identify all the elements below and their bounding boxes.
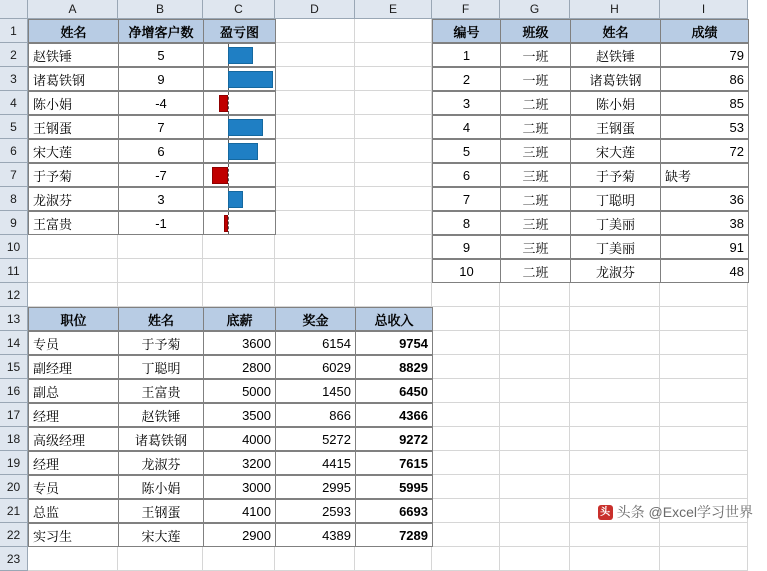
row-header-19[interactable]: 19 (0, 451, 28, 475)
row-header-4[interactable]: 4 (0, 91, 28, 115)
grid-cell[interactable] (500, 283, 570, 307)
grid-cell[interactable] (275, 139, 355, 163)
scores-name-9[interactable]: 龙淑芬 (570, 259, 661, 283)
scores-score-8[interactable]: 91 (660, 235, 749, 259)
grid-cell[interactable] (570, 379, 660, 403)
salary-name-8[interactable]: 宋大莲 (118, 523, 204, 547)
scores-class-5[interactable]: 三班 (500, 163, 571, 187)
salary-total-5[interactable]: 7615 (355, 451, 433, 475)
scores-class-4[interactable]: 三班 (500, 139, 571, 163)
scores-name-1[interactable]: 诸葛铁钢 (570, 67, 661, 91)
salary-bonus-3[interactable]: 866 (275, 403, 356, 427)
salary-position-8[interactable]: 实习生 (28, 523, 119, 547)
row-header-20[interactable]: 20 (0, 475, 28, 499)
grid-cell[interactable] (570, 475, 660, 499)
row-header-22[interactable]: 22 (0, 523, 28, 547)
grid-cell[interactable] (660, 547, 748, 571)
salary-base-3[interactable]: 3500 (203, 403, 276, 427)
grid-cell[interactable] (355, 19, 432, 43)
salary-base-0[interactable]: 3600 (203, 331, 276, 355)
grid-cell[interactable] (355, 283, 432, 307)
bar-axis-line (228, 164, 229, 186)
scores-id-3[interactable]: 4 (432, 115, 501, 139)
column-header-D[interactable]: D (275, 0, 355, 19)
grid-cell[interactable] (275, 163, 355, 187)
scores-score-5[interactable]: 缺考 (660, 163, 749, 187)
scores-name-2[interactable]: 陈小娟 (570, 91, 661, 115)
salary-position-4[interactable]: 高级经理 (28, 427, 119, 451)
scores-name-4[interactable]: 宋大莲 (570, 139, 661, 163)
scores-score-9[interactable]: 48 (660, 259, 749, 283)
salary-total-8[interactable]: 7289 (355, 523, 433, 547)
scores-header-2[interactable]: 姓名 (570, 19, 661, 43)
grid-cell[interactable] (355, 259, 432, 283)
row-header-14[interactable]: 14 (0, 331, 28, 355)
customers-name-5[interactable]: 于予菊 (28, 163, 119, 187)
customers-value-5[interactable]: -7 (118, 163, 204, 187)
salary-position-2[interactable]: 副总 (28, 379, 119, 403)
grid-cell[interactable] (570, 451, 660, 475)
grid-cell[interactable] (355, 163, 432, 187)
bar-axis-line (228, 212, 229, 234)
row-header-1[interactable]: 1 (0, 19, 28, 43)
grid-cell[interactable] (432, 451, 500, 475)
grid-cell[interactable] (275, 43, 355, 67)
row-header-21[interactable]: 21 (0, 499, 28, 523)
grid-cell[interactable] (28, 259, 118, 283)
grid-cell[interactable] (660, 307, 748, 331)
grid-cell[interactable] (432, 547, 500, 571)
grid-cell[interactable] (28, 283, 118, 307)
grid-cell[interactable] (203, 283, 275, 307)
grid-cell[interactable] (355, 67, 432, 91)
grid-cell[interactable] (275, 91, 355, 115)
watermark-logo-icon: 头 (598, 505, 613, 520)
data-bar-positive (228, 119, 263, 136)
salary-name-6[interactable]: 陈小娟 (118, 475, 204, 499)
row-header-10[interactable]: 10 (0, 235, 28, 259)
salary-header-4[interactable]: 总收入 (355, 307, 433, 331)
salary-base-2[interactable]: 5000 (203, 379, 276, 403)
scores-class-2[interactable]: 二班 (500, 91, 571, 115)
grid-cell[interactable] (570, 355, 660, 379)
grid-cell[interactable] (500, 499, 570, 523)
salary-name-4[interactable]: 诸葛铁钢 (118, 427, 204, 451)
customers-name-1[interactable]: 诸葛铁钢 (28, 67, 119, 91)
grid-cell[interactable] (275, 67, 355, 91)
grid-cell[interactable] (660, 355, 748, 379)
grid-cell[interactable] (500, 475, 570, 499)
grid-cell[interactable] (203, 235, 275, 259)
grid-cell[interactable] (118, 259, 203, 283)
watermark-text: 头条 @Excel学习世界 (616, 504, 753, 520)
row-header-8[interactable]: 8 (0, 187, 28, 211)
salary-name-2[interactable]: 王富贵 (118, 379, 204, 403)
salary-total-1[interactable]: 8829 (355, 355, 433, 379)
customers-value-3[interactable]: 7 (118, 115, 204, 139)
grid-cell[interactable] (355, 139, 432, 163)
salary-bonus-1[interactable]: 6029 (275, 355, 356, 379)
grid-cell[interactable] (275, 283, 355, 307)
scores-class-6[interactable]: 二班 (500, 187, 571, 211)
scores-name-6[interactable]: 丁聪明 (570, 187, 661, 211)
column-header-F[interactable]: F (432, 0, 500, 19)
salary-total-0[interactable]: 9754 (355, 331, 433, 355)
grid-cell[interactable] (275, 115, 355, 139)
grid-cell[interactable] (432, 403, 500, 427)
salary-total-7[interactable]: 6693 (355, 499, 433, 523)
customers-name-4[interactable]: 宋大莲 (28, 139, 119, 163)
customers-name-2[interactable]: 陈小娟 (28, 91, 119, 115)
grid-cell[interactable] (355, 211, 432, 235)
customers-value-1[interactable]: 9 (118, 67, 204, 91)
row-header-12[interactable]: 12 (0, 283, 28, 307)
grid-cell[interactable] (28, 235, 118, 259)
customers-name-3[interactable]: 王钢蛋 (28, 115, 119, 139)
salary-name-1[interactable]: 丁聪明 (118, 355, 204, 379)
grid-cell[interactable] (660, 379, 748, 403)
scores-class-8[interactable]: 三班 (500, 235, 571, 259)
salary-total-2[interactable]: 6450 (355, 379, 433, 403)
customers-bar-cell-5[interactable] (203, 163, 276, 187)
grid-cell[interactable] (500, 427, 570, 451)
customers-value-7[interactable]: -1 (118, 211, 204, 235)
scores-name-3[interactable]: 王钢蛋 (570, 115, 661, 139)
salary-total-4[interactable]: 9272 (355, 427, 433, 451)
row-header-2[interactable]: 2 (0, 43, 28, 67)
row-header-3[interactable]: 3 (0, 67, 28, 91)
grid-cell[interactable] (660, 451, 748, 475)
grid-cell[interactable] (355, 43, 432, 67)
salary-base-8[interactable]: 2900 (203, 523, 276, 547)
column-header-I[interactable]: I (660, 0, 748, 19)
scores-header-3[interactable]: 成绩 (660, 19, 749, 43)
grid-cell[interactable] (118, 547, 203, 571)
scores-id-9[interactable]: 10 (432, 259, 501, 283)
salary-bonus-4[interactable]: 5272 (275, 427, 356, 451)
data-bar-positive (228, 191, 243, 208)
grid-cell[interactable] (500, 379, 570, 403)
salary-position-6[interactable]: 专员 (28, 475, 119, 499)
salary-position-1[interactable]: 副经理 (28, 355, 119, 379)
grid-cell[interactable] (660, 331, 748, 355)
customers-name-6[interactable]: 龙淑芬 (28, 187, 119, 211)
customers-bar-cell-6[interactable] (203, 187, 276, 211)
salary-name-3[interactable]: 赵铁锤 (118, 403, 204, 427)
salary-position-3[interactable]: 经理 (28, 403, 119, 427)
row-header-11[interactable]: 11 (0, 259, 28, 283)
scores-score-4[interactable]: 72 (660, 139, 749, 163)
scores-score-6[interactable]: 36 (660, 187, 749, 211)
data-bar-positive (228, 47, 253, 64)
salary-bonus-5[interactable]: 4415 (275, 451, 356, 475)
grid-cell[interactable] (570, 523, 660, 547)
scores-class-0[interactable]: 一班 (500, 43, 571, 67)
scores-score-1[interactable]: 86 (660, 67, 749, 91)
row-header-15[interactable]: 15 (0, 355, 28, 379)
grid-cell[interactable] (570, 331, 660, 355)
scores-class-7[interactable]: 三班 (500, 211, 571, 235)
watermark (598, 502, 753, 522)
row-header-17[interactable]: 17 (0, 403, 28, 427)
salary-position-7[interactable]: 总监 (28, 499, 119, 523)
grid-cell[interactable] (570, 547, 660, 571)
customers-name-7[interactable]: 王富贵 (28, 211, 119, 235)
scores-score-3[interactable]: 53 (660, 115, 749, 139)
salary-total-3[interactable]: 4366 (355, 403, 433, 427)
customers-header-1[interactable]: 净增客户数 (118, 19, 204, 43)
row-header-7[interactable]: 7 (0, 163, 28, 187)
grid-cell[interactable] (660, 283, 748, 307)
salary-position-5[interactable]: 经理 (28, 451, 119, 475)
customers-bar-cell-1[interactable] (203, 67, 276, 91)
salary-base-4[interactable]: 4000 (203, 427, 276, 451)
grid-cell[interactable] (355, 91, 432, 115)
salary-position-0[interactable]: 专员 (28, 331, 119, 355)
grid-cell[interactable] (28, 547, 118, 571)
scores-score-0[interactable]: 79 (660, 43, 749, 67)
select-all-corner[interactable] (0, 0, 28, 19)
scores-name-8[interactable]: 丁美丽 (570, 235, 661, 259)
grid-cell[interactable] (432, 499, 500, 523)
bar-axis-line (228, 92, 229, 114)
customers-bar-cell-7[interactable] (203, 211, 276, 235)
grid-cell[interactable] (660, 475, 748, 499)
salary-name-7[interactable]: 王钢蛋 (118, 499, 204, 523)
customers-header-2[interactable]: 盈亏图 (203, 19, 276, 43)
scores-id-7[interactable]: 8 (432, 211, 501, 235)
salary-bonus-6[interactable]: 2995 (275, 475, 356, 499)
customers-value-2[interactable]: -4 (118, 91, 204, 115)
grid-cell[interactable] (500, 331, 570, 355)
grid-cell[interactable] (355, 235, 432, 259)
data-bar-positive (228, 71, 273, 88)
grid-cell[interactable] (570, 307, 660, 331)
grid-cell[interactable] (500, 451, 570, 475)
grid-cell[interactable] (500, 547, 570, 571)
salary-bonus-7[interactable]: 2593 (275, 499, 356, 523)
scores-id-1[interactable]: 2 (432, 67, 501, 91)
customers-header-0[interactable]: 姓名 (28, 19, 119, 43)
scores-id-4[interactable]: 5 (432, 139, 501, 163)
salary-bonus-8[interactable]: 4389 (275, 523, 356, 547)
grid-cell[interactable] (275, 259, 355, 283)
grid-cell[interactable] (500, 307, 570, 331)
customers-bar-cell-0[interactable] (203, 43, 276, 67)
scores-id-6[interactable]: 7 (432, 187, 501, 211)
grid-cell[interactable] (570, 427, 660, 451)
grid-cell[interactable] (355, 187, 432, 211)
salary-header-1[interactable]: 姓名 (118, 307, 204, 331)
column-header-A[interactable]: A (28, 0, 118, 19)
grid-cell[interactable] (660, 427, 748, 451)
scores-id-5[interactable]: 6 (432, 163, 501, 187)
grid-cell[interactable] (432, 331, 500, 355)
grid-cell[interactable] (432, 283, 500, 307)
scores-class-1[interactable]: 一班 (500, 67, 571, 91)
row-header-6[interactable]: 6 (0, 139, 28, 163)
customers-bar-cell-2[interactable] (203, 91, 276, 115)
row-header-5[interactable]: 5 (0, 115, 28, 139)
scores-header-1[interactable]: 班级 (500, 19, 571, 43)
grid-cell[interactable] (118, 283, 203, 307)
grid-cell[interactable] (118, 235, 203, 259)
customers-value-4[interactable]: 6 (118, 139, 204, 163)
salary-total-6[interactable]: 5995 (355, 475, 433, 499)
row-header-9[interactable]: 9 (0, 211, 28, 235)
scores-class-9[interactable]: 二班 (500, 259, 571, 283)
grid-cell[interactable] (660, 523, 748, 547)
grid-cell[interactable] (355, 547, 432, 571)
scores-name-7[interactable]: 丁美丽 (570, 211, 661, 235)
scores-header-0[interactable]: 编号 (432, 19, 501, 43)
salary-bonus-2[interactable]: 1450 (275, 379, 356, 403)
salary-name-5[interactable]: 龙淑芬 (118, 451, 204, 475)
salary-header-2[interactable]: 底薪 (203, 307, 276, 331)
grid-cell[interactable] (275, 211, 355, 235)
data-bar-positive (228, 143, 258, 160)
grid-cell[interactable] (500, 403, 570, 427)
grid-cell[interactable] (275, 547, 355, 571)
customers-value-6[interactable]: 3 (118, 187, 204, 211)
salary-base-6[interactable]: 3000 (203, 475, 276, 499)
grid-cell[interactable] (203, 259, 275, 283)
salary-name-0[interactable]: 于予菊 (118, 331, 204, 355)
grid-cell[interactable] (432, 307, 500, 331)
scores-name-5[interactable]: 于予菊 (570, 163, 661, 187)
grid-cell[interactable] (432, 475, 500, 499)
grid-cell[interactable] (275, 187, 355, 211)
scores-name-0[interactable]: 赵铁锤 (570, 43, 661, 67)
column-header-E[interactable]: E (355, 0, 432, 19)
scores-score-7[interactable]: 38 (660, 211, 749, 235)
column-header-H[interactable]: H (570, 0, 660, 19)
data-bar-negative (212, 167, 228, 184)
grid-cell[interactable] (500, 355, 570, 379)
data-bar-negative (224, 215, 228, 232)
customers-value-0[interactable]: 5 (118, 43, 204, 67)
grid-cell[interactable] (203, 547, 275, 571)
row-header-16[interactable]: 16 (0, 379, 28, 403)
customers-bar-cell-3[interactable] (203, 115, 276, 139)
salary-base-1[interactable]: 2800 (203, 355, 276, 379)
grid-cell[interactable] (570, 283, 660, 307)
column-header-B[interactable]: B (118, 0, 203, 19)
grid-cell[interactable] (432, 379, 500, 403)
salary-base-5[interactable]: 3200 (203, 451, 276, 475)
column-header-G[interactable]: G (500, 0, 570, 19)
grid-cell[interactable] (275, 235, 355, 259)
grid-cell[interactable] (500, 523, 570, 547)
scores-id-0[interactable]: 1 (432, 43, 501, 67)
data-bar-negative (219, 95, 228, 112)
grid-cell[interactable] (432, 427, 500, 451)
row-header-23[interactable]: 23 (0, 547, 28, 571)
grid-cell[interactable] (275, 19, 355, 43)
grid-cell[interactable] (432, 355, 500, 379)
row-header-13[interactable]: 13 (0, 307, 28, 331)
scores-class-3[interactable]: 二班 (500, 115, 571, 139)
scores-score-2[interactable]: 85 (660, 91, 749, 115)
grid-cell[interactable] (355, 115, 432, 139)
grid-cell[interactable] (660, 403, 748, 427)
scores-id-2[interactable]: 3 (432, 91, 501, 115)
customers-bar-cell-4[interactable] (203, 139, 276, 163)
grid-cell[interactable] (432, 523, 500, 547)
salary-base-7[interactable]: 4100 (203, 499, 276, 523)
salary-header-3[interactable]: 奖金 (275, 307, 356, 331)
row-header-18[interactable]: 18 (0, 427, 28, 451)
customers-name-0[interactable]: 赵铁锤 (28, 43, 119, 67)
column-header-C[interactable]: C (203, 0, 275, 19)
grid-cell[interactable] (570, 403, 660, 427)
salary-header-0[interactable]: 职位 (28, 307, 119, 331)
salary-bonus-0[interactable]: 6154 (275, 331, 356, 355)
scores-id-8[interactable]: 9 (432, 235, 501, 259)
